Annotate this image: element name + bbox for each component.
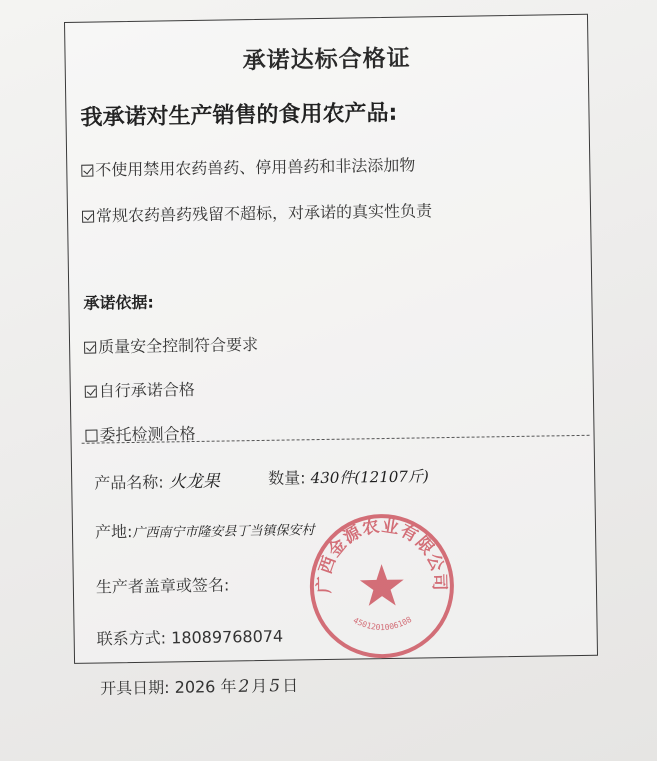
quantity-value: 430件(12107斤) <box>310 467 429 488</box>
issue-date-label: 开具日期: <box>100 677 170 698</box>
issue-day: 5 <box>269 676 281 697</box>
certificate-title: 承诺达标合格证 <box>242 45 411 75</box>
basis-item <box>85 377 195 402</box>
contact-value: 18089768074 <box>171 626 284 648</box>
basis-heading: 承诺依据: <box>83 292 154 313</box>
seal-number: 4501201006108 <box>351 614 414 633</box>
issue-year-unit: 年 <box>220 676 237 697</box>
issue-year: 2026 <box>174 677 216 697</box>
product-name-value: 火龙果 <box>168 471 220 493</box>
pledge-text: 不使用禁用农药兽药、停用兽药和非法添加物 <box>95 155 416 180</box>
issue-month: 2 <box>238 676 250 697</box>
company-seal <box>301 505 463 667</box>
pledge-item <box>81 153 415 181</box>
origin-value: 广西南宁市隆安县丁当镇保安村 <box>132 523 315 541</box>
basis-item <box>84 332 258 358</box>
basis-text: 自行承诺合格 <box>98 379 195 401</box>
issue-date <box>100 673 298 699</box>
checkbox-checked-icon <box>81 165 93 177</box>
issue-day-unit: 日 <box>282 675 299 696</box>
quantity-field <box>268 463 429 489</box>
origin-field <box>95 516 315 542</box>
pledge-item <box>82 198 432 226</box>
product-name-label: 产品名称: <box>94 472 164 493</box>
producer-field <box>96 572 230 597</box>
checkbox-checked-icon <box>85 386 97 398</box>
checkbox-empty-icon <box>85 430 97 442</box>
pledge-heading: 我承诺对生产销售的食用农产品: <box>80 100 398 131</box>
quantity-label: 数量: <box>268 468 306 488</box>
contact-field <box>97 624 284 650</box>
basis-text: 委托检测合格 <box>99 423 196 445</box>
checkbox-checked-icon <box>82 211 94 223</box>
checkbox-checked-icon <box>84 342 96 354</box>
certificate-card <box>64 14 598 664</box>
pledge-text: 常规农药兽药残留不超标，对承诺的真实性负责 <box>95 201 433 226</box>
issue-month-unit: 月 <box>251 676 268 696</box>
origin-label: 产地: <box>94 521 133 542</box>
basis-text: 质量安全控制符合要求 <box>97 334 259 357</box>
product-name-field <box>94 467 220 494</box>
contact-label: 联系方式: <box>96 628 167 649</box>
svg-text:4501201006108 <box>352 615 414 633</box>
producer-label: 生产者盖章或签名: <box>95 575 230 597</box>
star-icon <box>360 564 404 606</box>
seal-text: 广西金源农业有限公司 <box>314 516 450 594</box>
